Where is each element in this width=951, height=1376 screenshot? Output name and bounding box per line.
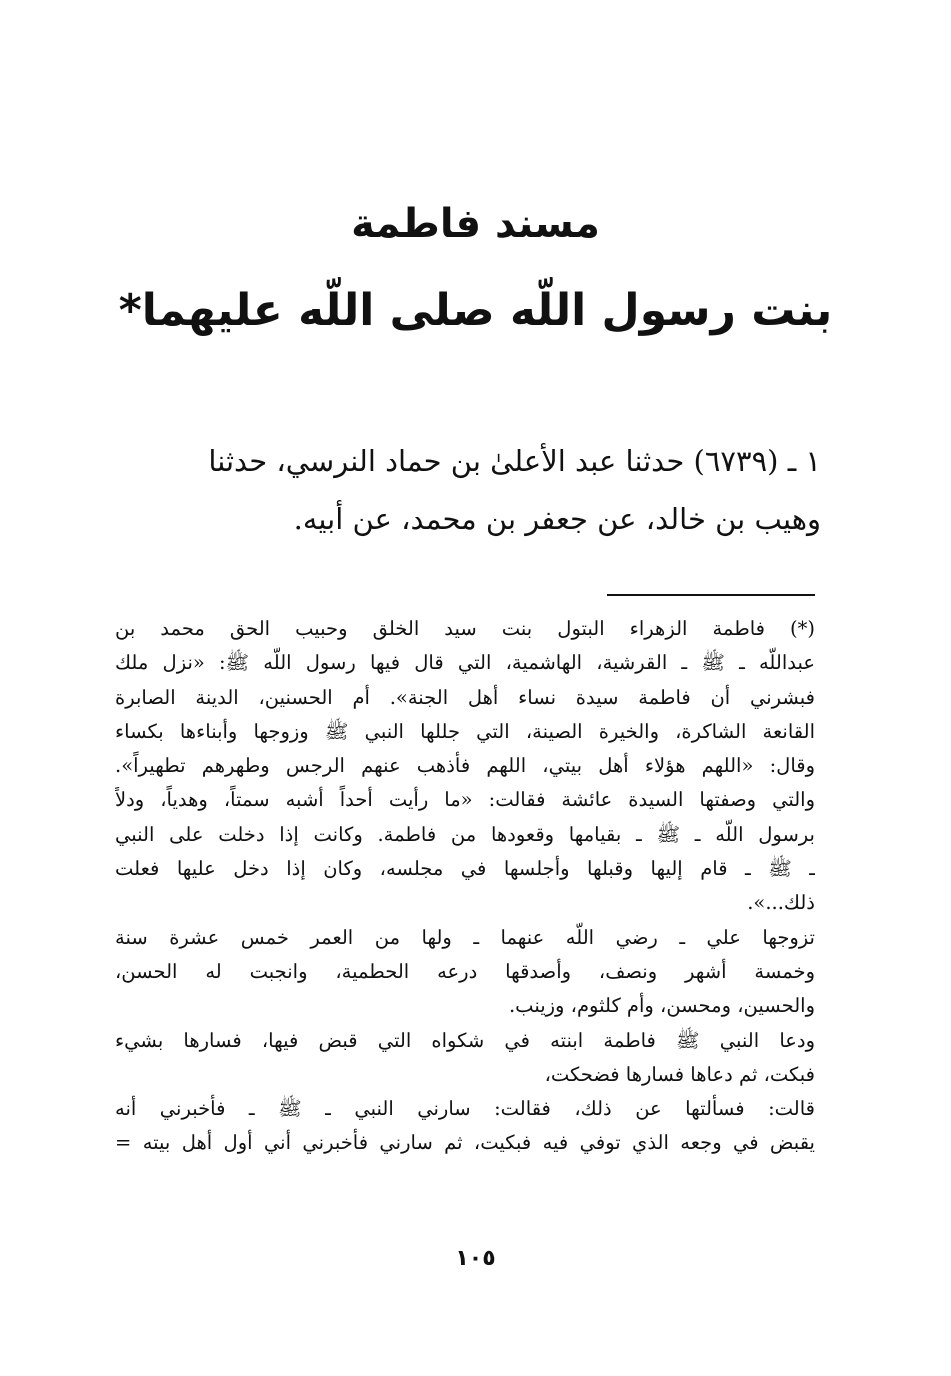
footnote-line: تزوجها علي ـ رضي اللّه عنهما ـ ولها من العمر خمس عشرة سنة: [115, 925, 815, 949]
footnote-line: وخمسة أشهر ونصف، وأصدقها درعه الحطمية، وانجبت له الحسن،: [115, 959, 815, 983]
hadith-line: ١ ـ (٦٧٣٩) حدثنا عبد الأعلىٰ بن حماد النرسي، حدثنا: [208, 444, 821, 478]
section-title: مسند فاطمة: [351, 201, 600, 247]
hadith-line: وهيب بن خالد، عن جعفر بن محمد، عن أبيه.: [293, 502, 821, 536]
hadith-text: [131, 432, 821, 548]
page-number: ١٠٥: [455, 1246, 496, 1271]
footnote-separator: [607, 594, 815, 596]
footnote-line: والتي وصفتها السيدة عائشة فقالت: «ما رأيت أحداً أشبه سمتاً، وهدياً، ودلاً: [115, 788, 815, 812]
footnote-line: يقبض في وجعه الذي توفي فيه فبكيت، ثم سارني فأخبرني أني أول أهل بيته =: [115, 1131, 815, 1155]
footnote-line: فبشرني أن فاطمة سيدة نساء أهل الجنة». أم الحسنين، الدينة الصابرة: [115, 685, 815, 709]
footnote-line: ـ ﷺ ـ قام إليها وقبلها وأجلسها في مجلسه، وكان إذا دخل عليها فعلت: [115, 857, 815, 881]
footnote-line: برسول اللّه ـ ﷺ ـ بقيامها وقعودها من فاطمة. وكانت إذا دخلت على النبي: [115, 822, 815, 846]
footnote-line: عبداللّه ـ ﷺ ـ القرشية، الهاشمية، التي قال فيها رسول اللّه ﷺ: «نزل ملك: [115, 651, 815, 675]
footnote-line: ودعا النبي ﷺ فاطمة ابنته في شكواه التي قبض فيها، فسارها بشيء: [115, 1028, 815, 1052]
footnote-line: (*) فاطمة الزهراء البتول بنت سيد الخلق وحبيب الحق محمد بن: [115, 617, 815, 640]
footnote-line: ذلك...».: [747, 891, 815, 915]
footnote-line: قالت: فسألتها عن ذلك، فقالت: سارني النبي ـ ﷺ ـ فأخبرني أنه: [115, 1097, 815, 1121]
footnote-line: القانعة الشاكرة، والخيرة الصينة، التي جللها النبي ﷺ وزوجها وأبناءها بكساء: [115, 719, 815, 743]
footnote-line: فبكت، ثم دعاها فسارها فضحكت،: [544, 1062, 815, 1086]
footnote: [115, 612, 815, 1161]
section-subtitle: بنت رسول اللّه صلى اللّه عليهما*: [118, 285, 833, 336]
footnote-line: وقال: «اللهم هؤلاء أهل بيتي، اللهم فأذهب عنهم الرجس وطهرهم تطهيراً».: [115, 754, 815, 778]
footnote-line: والحسين، ومحسن، وأم كلثوم، وزينب.: [508, 994, 815, 1018]
